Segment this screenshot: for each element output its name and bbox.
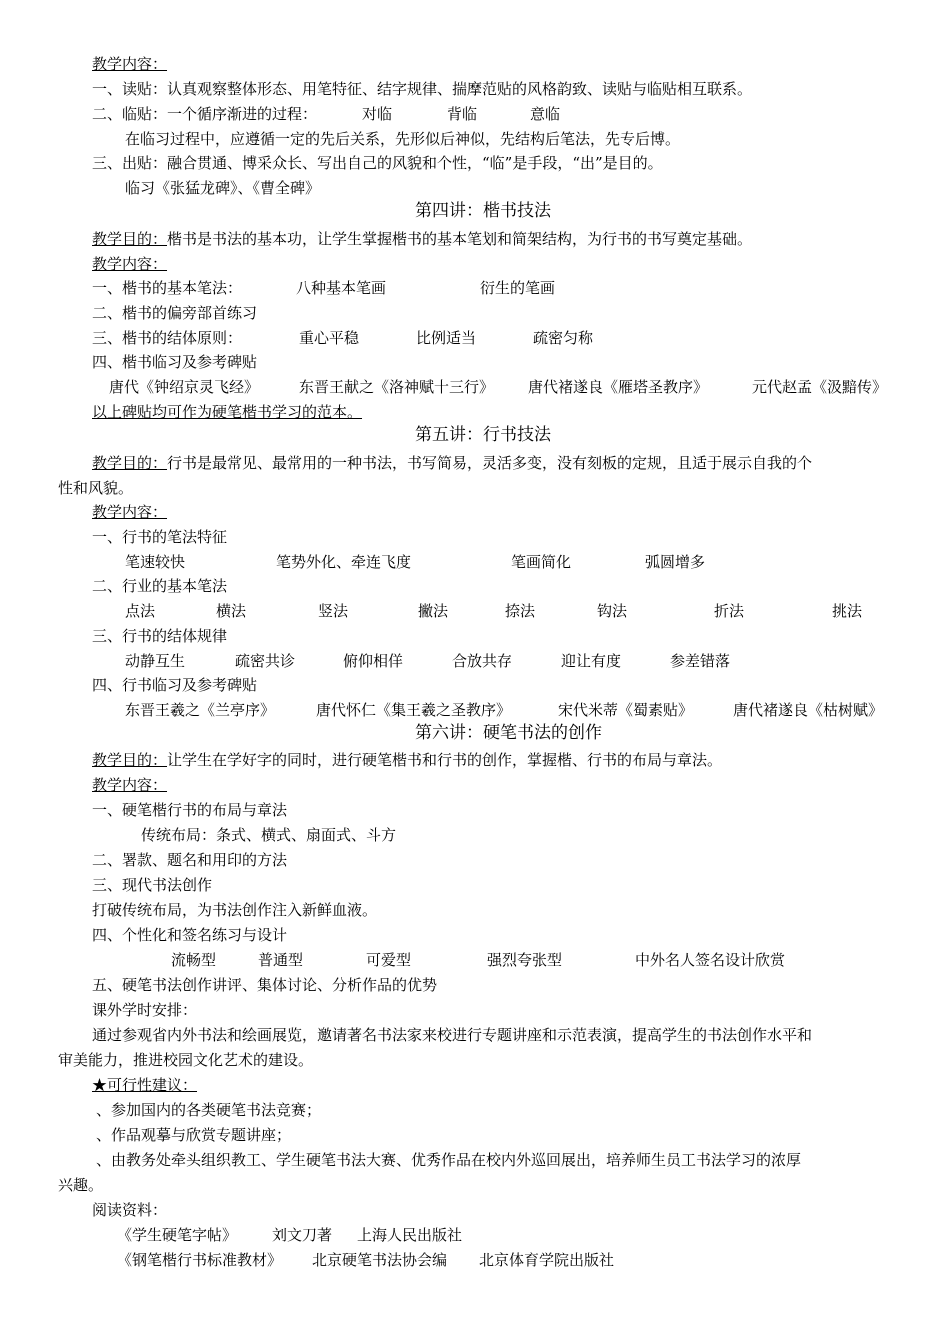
text-item: 折法 — [714, 602, 745, 620]
text-line: 性和风貌。 — [58, 479, 134, 497]
text-item: 笔画简化 — [511, 553, 572, 571]
text-item: 北京硬笔书法协会编 — [312, 1251, 448, 1269]
section-label: 教学内容： — [92, 255, 168, 273]
text-item: 疏密匀称 — [533, 329, 594, 347]
lecture-heading: 第六讲：硬笔书法的创作 — [415, 723, 602, 743]
text-line — [92, 229, 752, 249]
text-line: 三、出贴：融合贯通、博采众长、写出自己的风貌和个性，“临”是手段，“出”是目的。 — [92, 154, 663, 172]
paragraph-text: 行书是最常见、最常用的一种书法，书写简易，灵活多变，没有刻板的定规，且适于展示自我的个 — [167, 454, 813, 472]
text-line: 三、行书的结体规律 — [92, 627, 228, 645]
text-line: 二、楷书的偏旁部首练习 — [92, 304, 258, 322]
text-line — [92, 750, 722, 770]
text-item: 唐代褚遂良《枯树赋》 — [733, 701, 884, 719]
text-item: 流畅型 — [171, 951, 217, 969]
text-item: 普通型 — [258, 951, 304, 969]
text-line: 二、署款、题名和用印的方法 — [92, 851, 288, 869]
text-item: 东晋王献之《洛神赋十三行》 — [299, 378, 495, 396]
text-item: 对临 — [362, 105, 393, 123]
lecture-heading: 第四讲：楷书技法 — [415, 201, 551, 221]
text-item: 元代赵孟《汲黯传》 — [752, 378, 888, 396]
text-line: 、由教务处牵头组织教工、学生硬笔书法大赛、优秀作品在校内外巡回展出，培养师生员工书法学习的浓厚 — [96, 1151, 802, 1169]
text-line: 一、硬笔楷行书的布局与章法 — [92, 801, 288, 819]
text-item: 俯仰相佯 — [343, 652, 404, 670]
text-line: 以上碑贴均可作为硬笔楷书学习的范本。 — [92, 403, 363, 421]
text-line: 二、行业的基本笔法 — [92, 577, 228, 595]
text-item: 背临 — [447, 105, 478, 123]
text-item: 捺法 — [505, 602, 536, 620]
text-line: 四、行书临习及参考碑贴 — [92, 676, 258, 694]
text-item: 《钢笔楷行书标准教材》 — [117, 1251, 283, 1269]
text-item: 重心平稳 — [299, 329, 360, 347]
text-item: 合放共存 — [452, 652, 513, 670]
text-item: 参差错落 — [670, 652, 731, 670]
text-item: 意临 — [530, 105, 561, 123]
text-item: 唐代《钟绍京灵飞经》 — [109, 378, 260, 396]
text-line — [92, 453, 812, 473]
text-item: 撇法 — [418, 602, 449, 620]
text-item: 笔势外化、牵连飞度 — [276, 553, 412, 571]
text-line: 三、现代书法创作 — [92, 876, 213, 894]
section-label: 教学目的： — [92, 454, 168, 472]
text-item: 北京体育学院出版社 — [479, 1251, 615, 1269]
text-line: 临习《张猛龙碑》、《曹全碑》 — [125, 179, 321, 197]
text-line: 在临习过程中，应遵循一定的先后关系，先形似后神似，先结构后笔法，先专后博。 — [125, 130, 681, 148]
text-line: 四、个性化和签名练习与设计 — [92, 926, 288, 944]
text-item: 点法 — [125, 602, 156, 620]
text-item: 可爱型 — [366, 951, 412, 969]
text-item: 衍生的笔画 — [480, 279, 556, 297]
text-item: 刘文刀著 — [272, 1226, 333, 1244]
text-item: 迎让有度 — [561, 652, 622, 670]
text-line: 四、楷书临习及参考碑贴 — [92, 353, 258, 371]
text-item: 强烈夸张型 — [487, 951, 563, 969]
text-line: 传统布局：条式、横式、扇面式、斗方 — [141, 826, 397, 844]
section-label: 教学目的： — [92, 230, 168, 248]
paragraph-text: 让学生在学好字的同时，进行硬笔楷书和行书的创作，掌握楷、行书的布局与章法。 — [167, 751, 723, 769]
paragraph-text: 楷书是书法的基本功，让学生掌握楷书的基本笔划和简架结构，为行书的书写奠定基础。 — [167, 230, 753, 248]
text-line: 课外学时安排： — [92, 1001, 198, 1019]
section-label: 教学内容： — [92, 776, 168, 794]
text-line: 二、临贴：一个循序渐进的过程： — [92, 105, 318, 123]
text-item: 唐代怀仁《集王羲之圣教序》 — [316, 701, 512, 719]
text-line: 通过参观省内外书法和绘画展览，邀请著名书法家来校进行专题讲座和示范表演，提高学生的书法创作水平和 — [92, 1026, 813, 1044]
text-line: 五、硬笔书法创作讲评、集体讨论、分析作品的优势 — [92, 976, 438, 994]
lecture-heading: 第五讲：行书技法 — [415, 425, 551, 445]
text-item: 唐代褚遂良《雁塔圣教序》 — [528, 378, 709, 396]
text-line: 、参加国内的各类硬笔书法竞赛； — [96, 1101, 322, 1119]
section-label: 教学内容： — [92, 55, 168, 73]
text-line: 打破传统布局，为书法创作注入新鲜血液。 — [92, 901, 378, 919]
text-item: 八种基本笔画 — [296, 279, 387, 297]
text-line: 阅读资料： — [92, 1201, 168, 1219]
text-line: 审美能力，推进校园文化艺术的建设。 — [58, 1051, 314, 1069]
text-item: 中外名人签名设计欣赏 — [635, 951, 786, 969]
text-item: 疏密共诊 — [235, 652, 296, 670]
text-line: 一、楷书的基本笔法： — [92, 279, 243, 297]
text-item: 横法 — [216, 602, 247, 620]
text-item: 笔速较快 — [125, 553, 186, 571]
text-item: 比例适当 — [416, 329, 477, 347]
text-item: 钩法 — [597, 602, 628, 620]
text-item: 弧圆增多 — [645, 553, 706, 571]
text-line: 兴趣。 — [58, 1176, 104, 1194]
text-item: 宋代米蒂《蜀素贴》 — [558, 701, 694, 719]
text-item: 动静互生 — [125, 652, 186, 670]
text-item: 上海人民出版社 — [357, 1226, 463, 1244]
text-item: 挑法 — [832, 602, 863, 620]
text-item: 竖法 — [318, 602, 349, 620]
text-item: 东晋王羲之《兰亭序》 — [125, 701, 276, 719]
section-label: 教学目的： — [92, 751, 168, 769]
section-label: ★可行性建议： — [92, 1076, 198, 1094]
text-line: 三、楷书的结体原则： — [92, 329, 243, 347]
text-line: 一、读贴：认真观察整体形态、用笔特征、结字规律、揣摩范贴的风格韵致、读贴与临贴相互联系。 — [92, 80, 753, 98]
text-line: 一、行书的笔法特征 — [92, 528, 228, 546]
text-line: 、作品观摹与欣赏专题讲座； — [96, 1126, 292, 1144]
text-item: 《学生硬笔字帖》 — [117, 1226, 238, 1244]
section-label: 教学内容： — [92, 503, 168, 521]
